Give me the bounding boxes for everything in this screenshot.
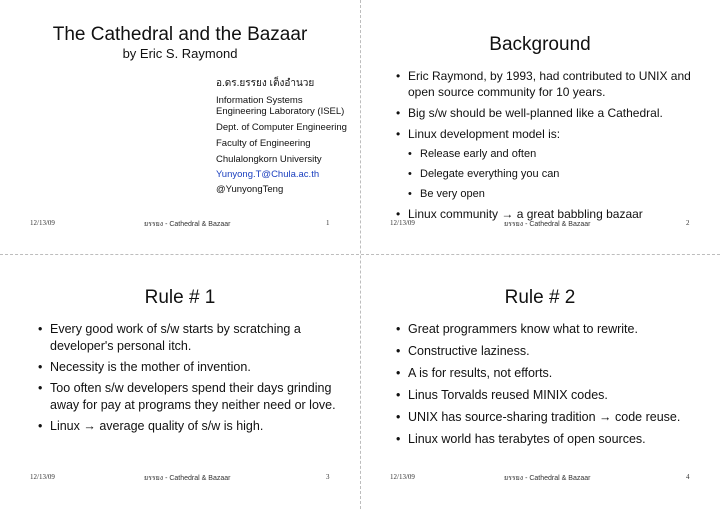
slide-title: Rule # 1 [144,287,216,308]
bullet-item: • Linux → average quality of s/w is high. [38,418,338,435]
slide-1 [0,0,360,254]
footer-date: 12/13/09 [30,219,55,227]
slide-subtitle: by Eric S. Raymond [122,46,238,61]
bullet-item: • Linux world has terabytes of open sources. [396,431,696,448]
sub-bullet-item: • Be very open [396,186,714,202]
slide-2 [360,0,720,254]
footer-title: ยรรยง - Cathedral & Bazaar [504,221,591,228]
bullet-list [38,321,338,435]
footer-date: 12/13/09 [30,473,55,481]
bullet-item: • Eric Raymond, by 1993, had contributed to UNIX and open source community for 10 years. [396,68,714,100]
department: Dept. of Computer Engineering [216,122,347,133]
bullet-item: • Linux community → a great babbling bazaar [396,206,714,222]
footer-date: 12/13/09 [390,473,415,481]
faculty: Faculty of Engineering [216,138,311,149]
bullet-item: • Every good work of s/w starts by scratching a developer's personal itch. [38,321,338,355]
bullet-list [396,68,714,222]
bullet-item: • Great programmers know what to rewrite. [396,321,696,338]
twitter-handle: @YunyongTeng [216,184,284,195]
bullet-item: • Necessity is the mother of invention. [38,359,338,376]
slide-footer [360,219,720,229]
bullet-item: • A is for results, not efforts. [396,365,696,382]
footer-page-number: 1 [326,219,330,227]
sub-bullet-item: • Delegate everything you can [396,166,714,182]
slide-title: The Cathedral and the Bazaar [52,24,308,45]
slide-footer [360,473,720,483]
lab-line-2: Engineering Laboratory (ISEL) [216,106,345,117]
footer-title: ยรรยง - Cathedral & Bazaar [504,475,591,482]
footer-page-number: 4 [686,473,690,481]
footer-page-number: 2 [686,219,690,227]
bullet-item: • Big s/w should be well-planned like a Cathedral. [396,105,714,121]
author-name: อ.ดร.ยรรยง เต็งอำนวย [216,78,315,89]
slide-3 [0,255,360,509]
footer-title: ยรรยง - Cathedral & Bazaar [144,475,231,482]
bullet-item: • UNIX has source-sharing tradition → code reuse. [396,409,696,426]
slide-footer [0,473,360,483]
footer-date: 12/13/09 [390,219,415,227]
slide-4 [360,255,720,509]
footer-title: ยรรยง - Cathedral & Bazaar [144,221,231,228]
footer-page-number: 3 [326,473,330,481]
email-link[interactable]: Yunyong.T@Chula.ac.th [216,169,320,180]
bullet-item: • Linus Torvalds reused MINIX codes. [396,387,696,404]
university: Chulalongkorn University [216,154,322,165]
bullet-item: • Linux development model is: [396,126,714,142]
lab-line-1: Information Systems [216,95,303,106]
slide-footer [0,219,360,229]
sub-bullet-item: • Release early and often [396,146,714,162]
slide-title: Background [489,34,591,55]
slide-title: Rule # 2 [504,287,576,308]
bullet-item: • Too often s/w developers spend their days grinding away for pay at programs they neither need or love. [38,380,338,414]
bullet-item: • Constructive laziness. [396,343,696,360]
bullet-list [396,321,696,448]
